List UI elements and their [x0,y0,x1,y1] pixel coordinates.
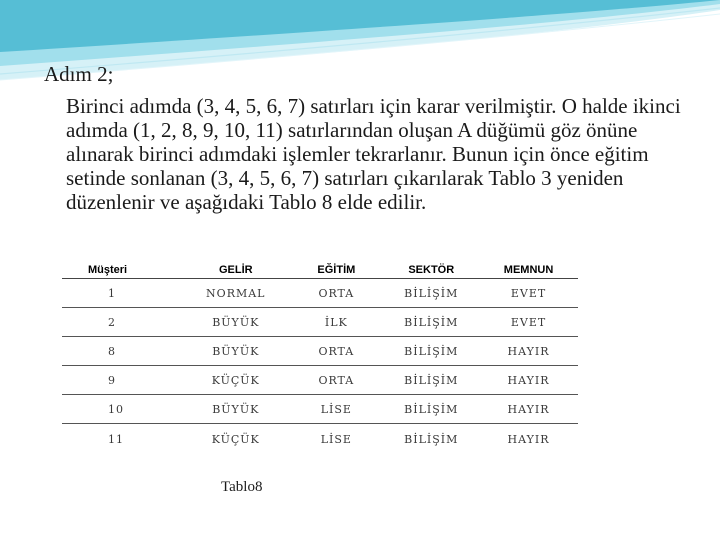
table-row [62,424,578,455]
cell-gelir: BÜYÜK [182,308,289,337]
cell-egitim: LİSE [320,432,352,446]
cell-sektor: BİLİŞİM [404,432,459,446]
step-description: Birinci adımda (3, 4, 5, 6, 7) satırları için karar verilmiştir. O halde ikinci adımda (1, 2, 8, 9, 10, 11) satırlarından oluşan A düğümü göz önüne alınarak birinci adımdaki işlemler tekrarlanır. Bunun için önce eğitim setinde sonlanan (3, 4, 5, 6, 7) satırları çıkarılarak Tablo 3 yeniden düzenlenir ve aşağıdaki Tablo 8 elde edilir. [66,94,681,214]
cell-sektor: BİLİŞİM [383,308,479,337]
cell-memnun: HAYIR [479,395,578,424]
cell-musteri: 1 [62,279,182,308]
cell-memnun: HAYIR [479,366,578,395]
table-8 [62,262,578,466]
cell-egitim: ORTA [289,337,383,366]
cell-memnun: HAYIR [479,337,578,366]
cell-gelir: NORMAL [182,279,289,308]
cell-sektor: BİLİŞİM [383,279,479,308]
header-sektor: SEKTÖR [383,262,479,279]
cell-memnun: EVET [479,308,578,337]
header-musteri: Müşteri [62,262,182,279]
cell-musteri: 9 [62,366,182,395]
cell-memnun: EVET [479,279,578,308]
cell-gelir: KÜÇÜK [211,432,260,446]
cell-gelir: BÜYÜK [182,337,289,366]
table-row [62,308,578,337]
cell-gelir: KÜÇÜK [182,366,289,395]
cell-egitim: ORTA [289,366,383,395]
cell-egitim: LİSE [289,395,383,424]
cell-gelir: BÜYÜK [182,395,289,424]
header-gelir: GELİR [182,262,289,279]
table-row [62,337,578,366]
data-table [62,262,578,454]
cell-egitim: İLK [289,308,383,337]
table-row [62,395,578,424]
cell-musteri: 8 [62,337,182,366]
header-egitim: EĞİTİM [289,262,383,279]
cell-sektor: BİLİŞİM [383,337,479,366]
step-heading: Adım 2; [44,62,114,86]
cell-musteri: 11 [108,432,124,446]
cell-musteri: 10 [62,395,182,424]
cell-sektor: BİLİŞİM [383,366,479,395]
cell-musteri: 2 [62,308,182,337]
table-row [62,279,578,308]
table-caption: Tablo8 [221,479,263,495]
cell-egitim: ORTA [289,279,383,308]
table-header-row [62,262,578,279]
cell-sektor: BİLİŞİM [383,395,479,424]
header-memnun: MEMNUN [479,262,578,279]
cell-memnun: HAYIR [507,432,550,446]
table-row [62,366,578,395]
